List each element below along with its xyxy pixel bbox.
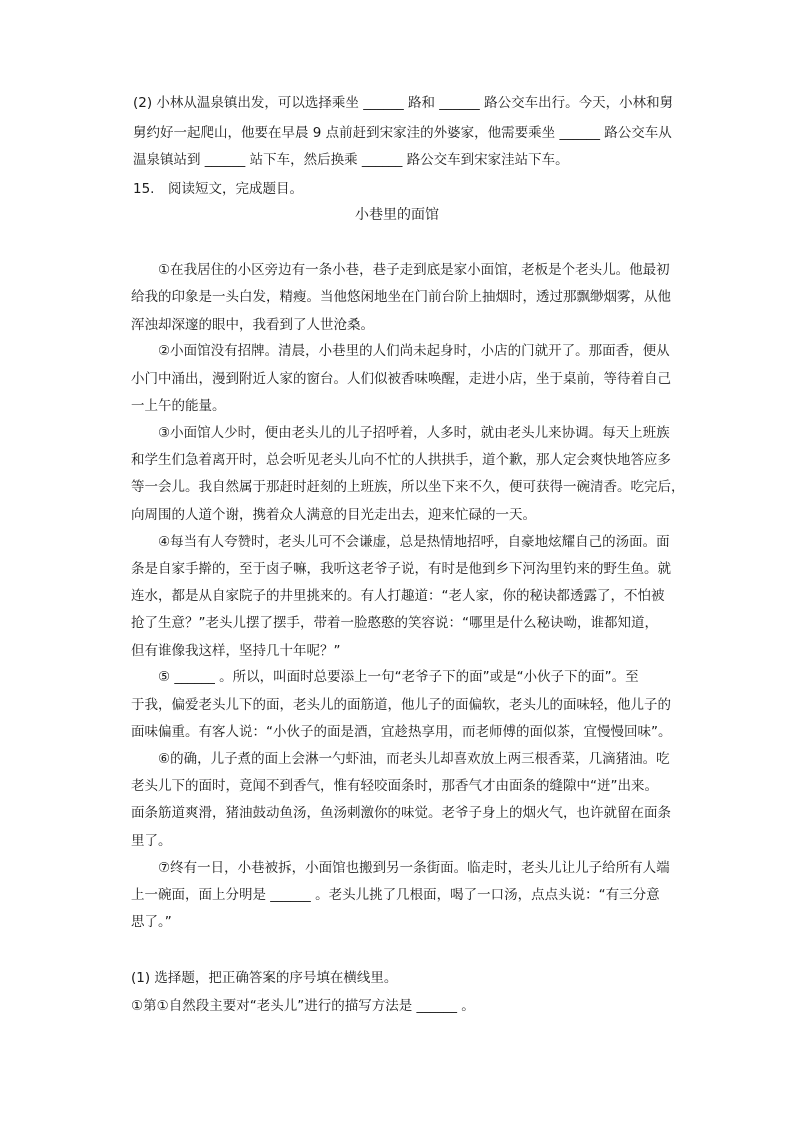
- p5-line2: 于我，偏爱老头儿下的面，老头儿的面筋道，他儿子的面偏软，老头儿的面味轻，他儿子的: [131, 697, 671, 713]
- p3-line1: ③小面馆人少时，便由老头儿的儿子招呼着，人多时，就由老头儿来协调。每天上班族: [158, 425, 670, 441]
- p6-line2: 老头儿下的面时，竟闻不到香气，惟有轻咬面条时，那香气才由面条的缝隙中“迸”出来。: [131, 778, 658, 794]
- q15-header: 15. 阅读短文，完成题目。: [133, 181, 303, 197]
- p5-line3: 面味偏重。有客人说：“小伙子的面是酒，宜趁热享用，而老师傅的面似茶，宜慢慢回味”。: [131, 724, 672, 740]
- p3-line2: 和学生们急着离开时，总会听见老头儿向不忙的人拱拱手，道个歉，那人定会爽快地答应多: [131, 452, 671, 468]
- p6-line3: 面条筋道爽滑，猪油鼓动鱼汤，鱼汤刺激你的味觉。老爷子身上的烟火气，也许就留在面条: [131, 805, 671, 821]
- p6-line1: ⑥的确，儿子煮的面上会淋一勺虾油，而老头儿却喜欢放上两三根香菜，几滴猪油。吃: [158, 751, 670, 767]
- p2-line1: ②小面馆没有招牌。清晨，小巷里的人们尚未起身时，小店的门就开了。那面香，便从: [158, 343, 670, 359]
- p5-line1: ⑤ ______ 。所以，叫面时总要添上一句“老爷子下的面”或是“小伙子下的面”。至: [158, 669, 639, 685]
- p4-line3: 连水，都是从自家院子的井里挑来的。有人打趣道：“老人家，你的秘诀都透露了，不怕被: [131, 588, 665, 604]
- p3-line3: 等一会儿。我自然属于那赶时赶刻的上班族，所以坐下来不久，便可获得一碗清香。吃完后，: [131, 479, 685, 495]
- p7-line2: 上一碗面，面上分明是 ______ 。老头儿挑了几根面，喝了一口汤，点点头说：“有三分意: [131, 887, 660, 903]
- p4-line1: ④每当有人夸赞时，老头儿可不会谦虚，总是热情地招呼，自豪地炫耀自己的汤面。面: [158, 534, 670, 550]
- question-item1: ①第①自然段主要对“老头儿”进行的描写方法是 ______ 。: [131, 998, 475, 1014]
- p7-line3: 思了。”: [131, 914, 172, 930]
- p4-line4: 抢了生意？”老头儿摆了摆手，带着一脸憨憨的笑容说：“哪里是什么秘诀呦，谁都知道，: [131, 615, 658, 631]
- p6-line4: 里了。: [131, 833, 172, 849]
- p1-line3: 浑浊却深邃的眼中，我看到了人世沧桑。: [131, 317, 374, 333]
- p2-line3: 一上午的能量。: [131, 398, 226, 414]
- p4-line2: 条是自家手擀的，至于卤子嘛，我听这老爷子说，有时是他到乡下河沟里钓来的野生鱼。就: [131, 561, 671, 577]
- p1-line1: ①在我居住的小区旁边有一条小巷，巷子走到底是家小面馆，老板是个老头儿。他最初: [158, 262, 670, 278]
- q14-part2-line2: 舅约好一起爬山，他要在早晨 9 点前赶到宋家洼的外婆家，他需要乘坐 ______ 路公交车从: [133, 125, 672, 141]
- p1-line2: 给我的印象是一头白发，精瘦。当他悠闲地坐在门前台阶上抽烟时，透过那飘缈烟雾，从他: [131, 289, 671, 305]
- question-part1: (1) 选择题，把正确答案的序号填在横线里。: [131, 970, 398, 986]
- p3-line4: 向周围的人道个谢，携着众人满意的目光走出去，迎来忙碌的一天。: [131, 507, 536, 523]
- q14-part2-line3: 温泉镇站到 ______ 站下车，然后换乘 ______ 路公交车到宋家洼站下车。: [133, 152, 569, 168]
- p2-line2: 小门中涌出，漫到附近人家的窗台。人们似被香味唤醒，走进小店，坐于桌前，等待着自己: [131, 371, 671, 387]
- passage-title: 小巷里的面馆: [355, 207, 439, 223]
- p4-line5: 但有谁像我这样，坚持几十年呢？”: [131, 643, 341, 659]
- q14-part2-line1: (2) 小林从温泉镇出发，可以选择乘坐 ______ 路和 ______ 路公交车出行。今天，小林和舅: [133, 95, 674, 111]
- p7-line1: ⑦终有一日，小巷被拆，小面馆也搬到另一条街面。临走时，老头儿让儿子给所有人端: [158, 860, 670, 876]
